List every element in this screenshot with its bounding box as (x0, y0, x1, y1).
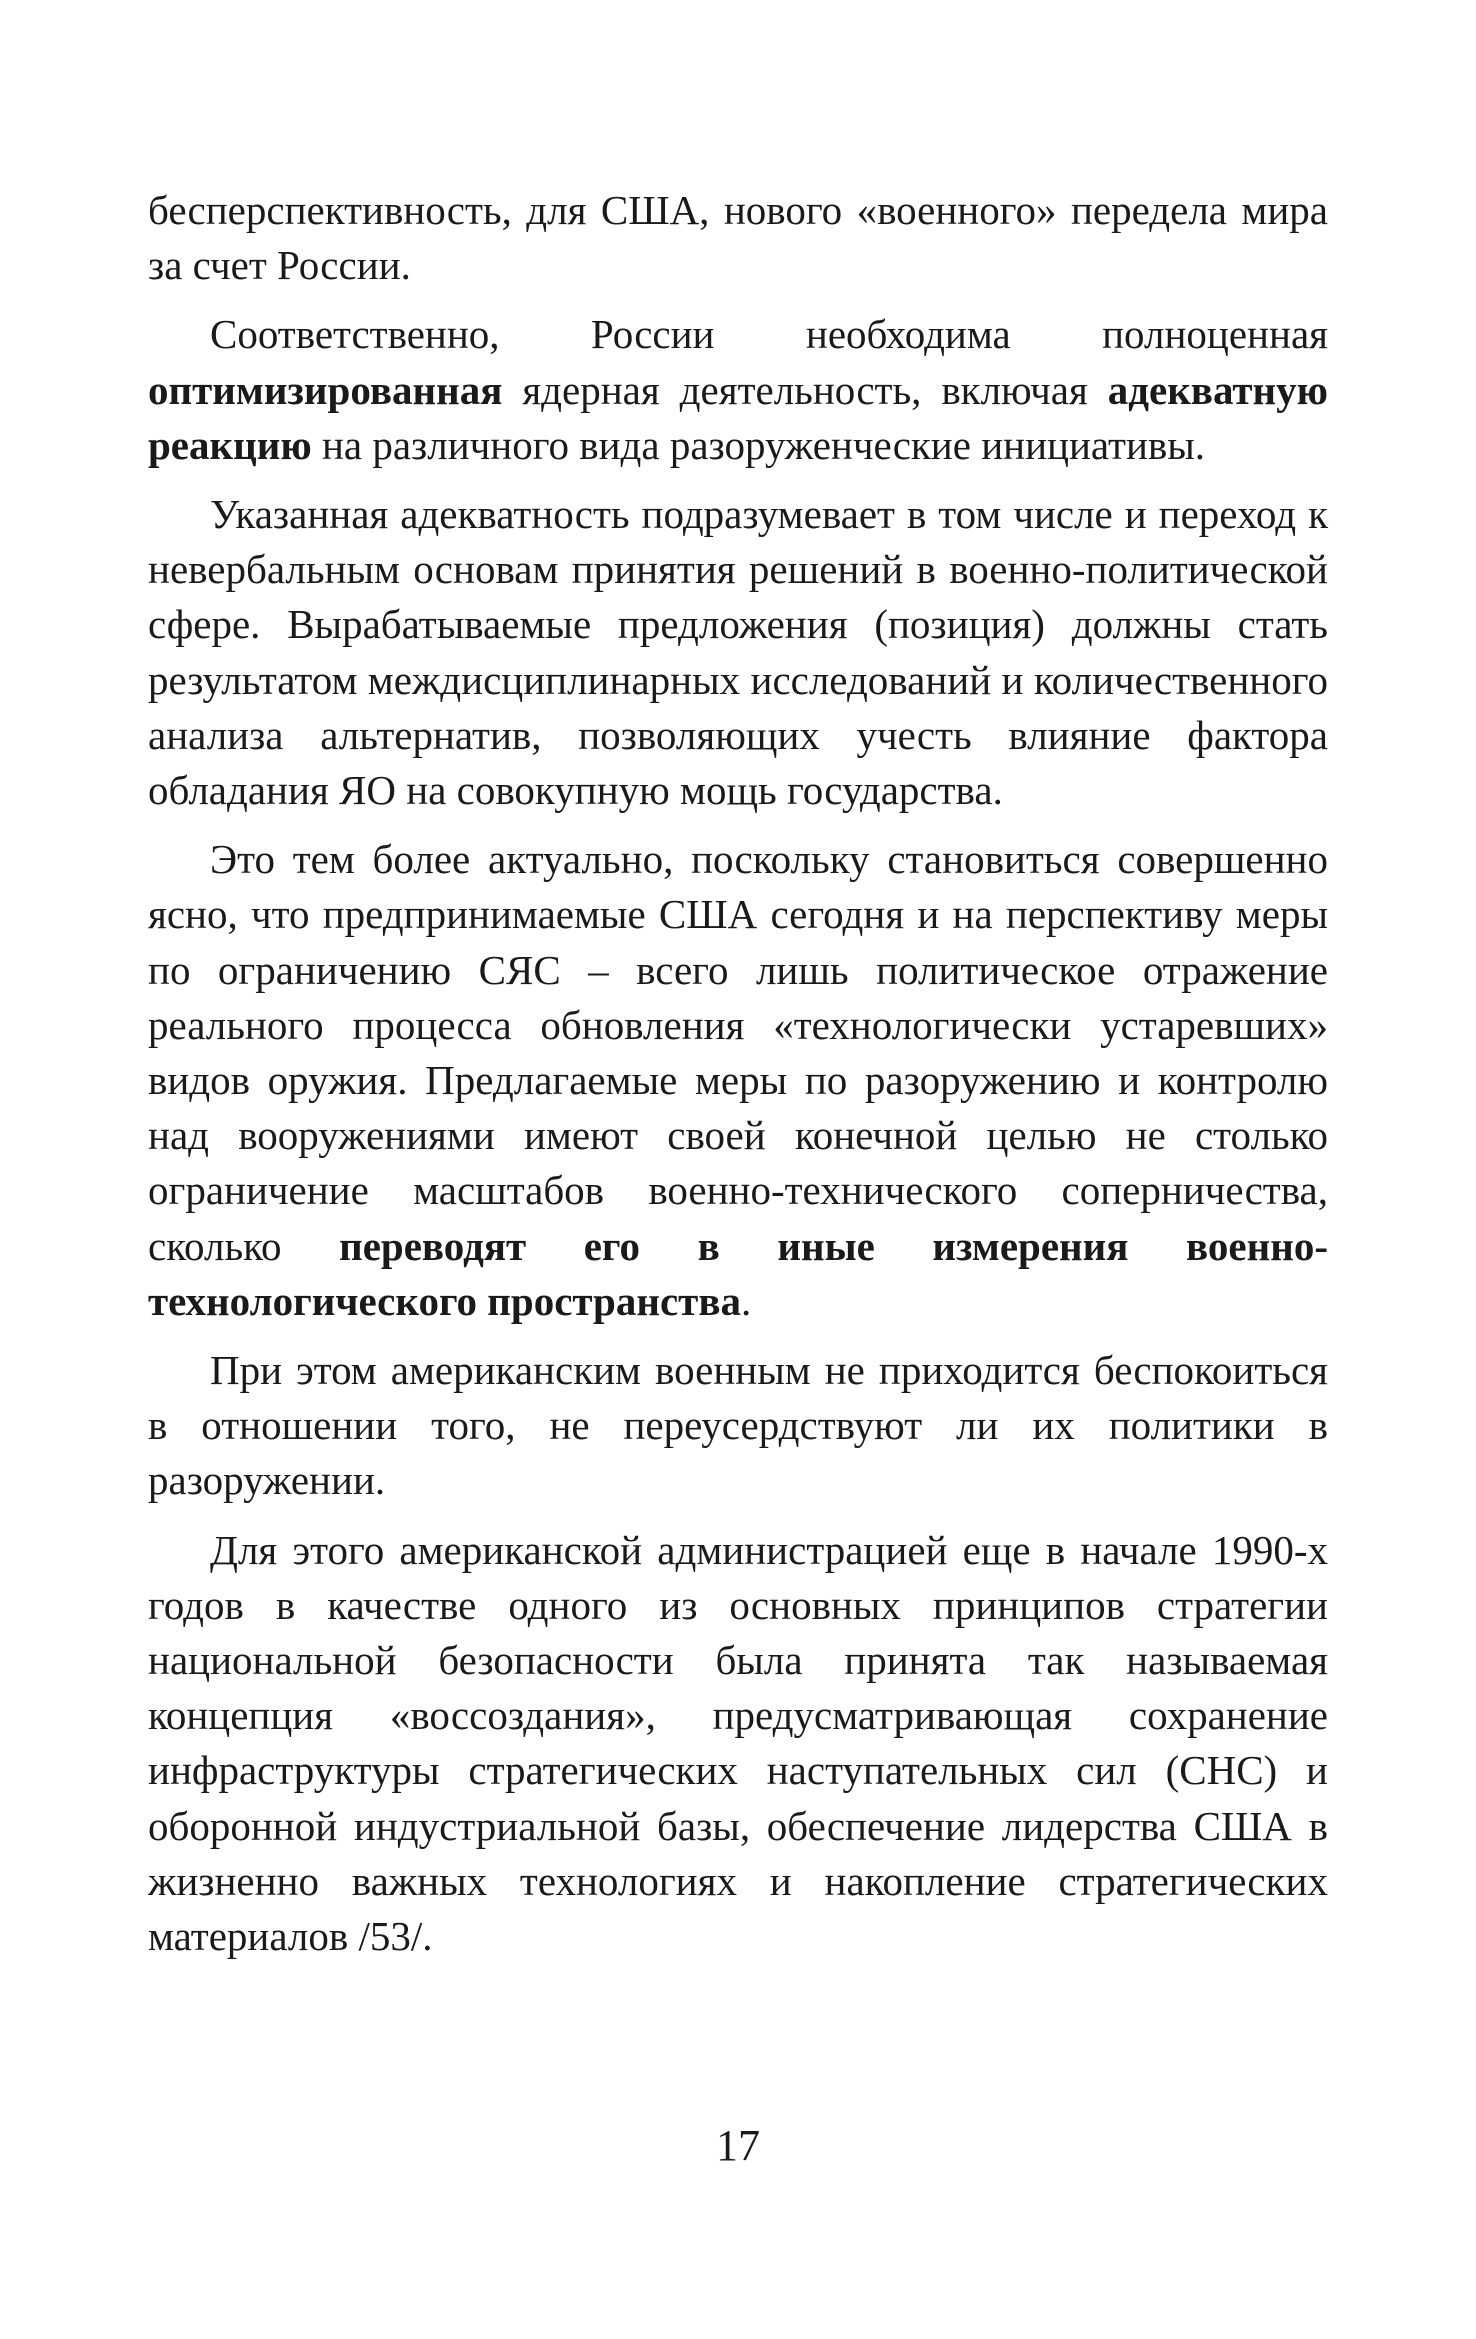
text-run: При этом американским военным не приходится беспокоиться в отношении того, не переусердствуют ли их политики в разоружении. (148, 1347, 1328, 1504)
text-run: бесперспективность, для США, нового «военного» передела мира за счет России. (148, 187, 1328, 289)
text-run: на различного вида разоруженческие инициативы. (311, 421, 1206, 468)
paragraph-6 (148, 1523, 1328, 1965)
paragraph-5 (148, 1343, 1328, 1509)
text-run: ядерная деятельность, включая (502, 366, 1108, 413)
paragraph-4 (148, 832, 1328, 1329)
emphasized-text: оптимизированная (148, 366, 503, 413)
text-run: Для этого американской администрацией еще в начале 1990-х годов в качестве одного из основных принципов стратегии национальной безопасности была принята так называемая концепция «воссоздания», предусматривающая сохранение инфраструктуры стратегических наступательных сил (СНС) и оборонной индустриальной базы, обеспечение лидерства США в жизненно важных технологиях и накопление стратегических материалов /53/. (148, 1526, 1328, 1960)
text-run: Указанная адекватность подразумевает в том числе и переход к невербальным основам принятия решений в военно-политической сфере. Вырабатываемые предложения (позиция) должны стать результатом междисциплинарных исследований и количественного анализа альтернатив, позволяющих учесть влияние фактора обладания ЯО на совокупную мощь государства. (148, 491, 1328, 814)
emphasized-text: переводят его в иные измерения военно-технологического пространства (148, 1222, 1328, 1324)
paragraph-1 (148, 183, 1328, 293)
body-text (148, 183, 1328, 1978)
emphasized-text: адекватную реакцию (148, 366, 1328, 468)
paragraph-3 (148, 487, 1328, 818)
text-run: Это тем более актуально, поскольку становиться совершенно ясно, что предпринимаемые США сегодня и на перспективу меры по ограничению СЯС – всего лишь политическое отражение реального процесса обновления «технологически устаревших» видов оружия. Предлагаемые меры по разоружению и контролю над вооружениями имеют своей конечной целью не столько ограничение масштабов военно-технического соперничества, сколько (148, 836, 1328, 1269)
paragraph-2 (148, 307, 1328, 473)
text-run: Соответственно, России необходима полноценная (210, 311, 1328, 358)
page-number: 17 (716, 2121, 760, 2170)
text-run: . (740, 1277, 752, 1324)
